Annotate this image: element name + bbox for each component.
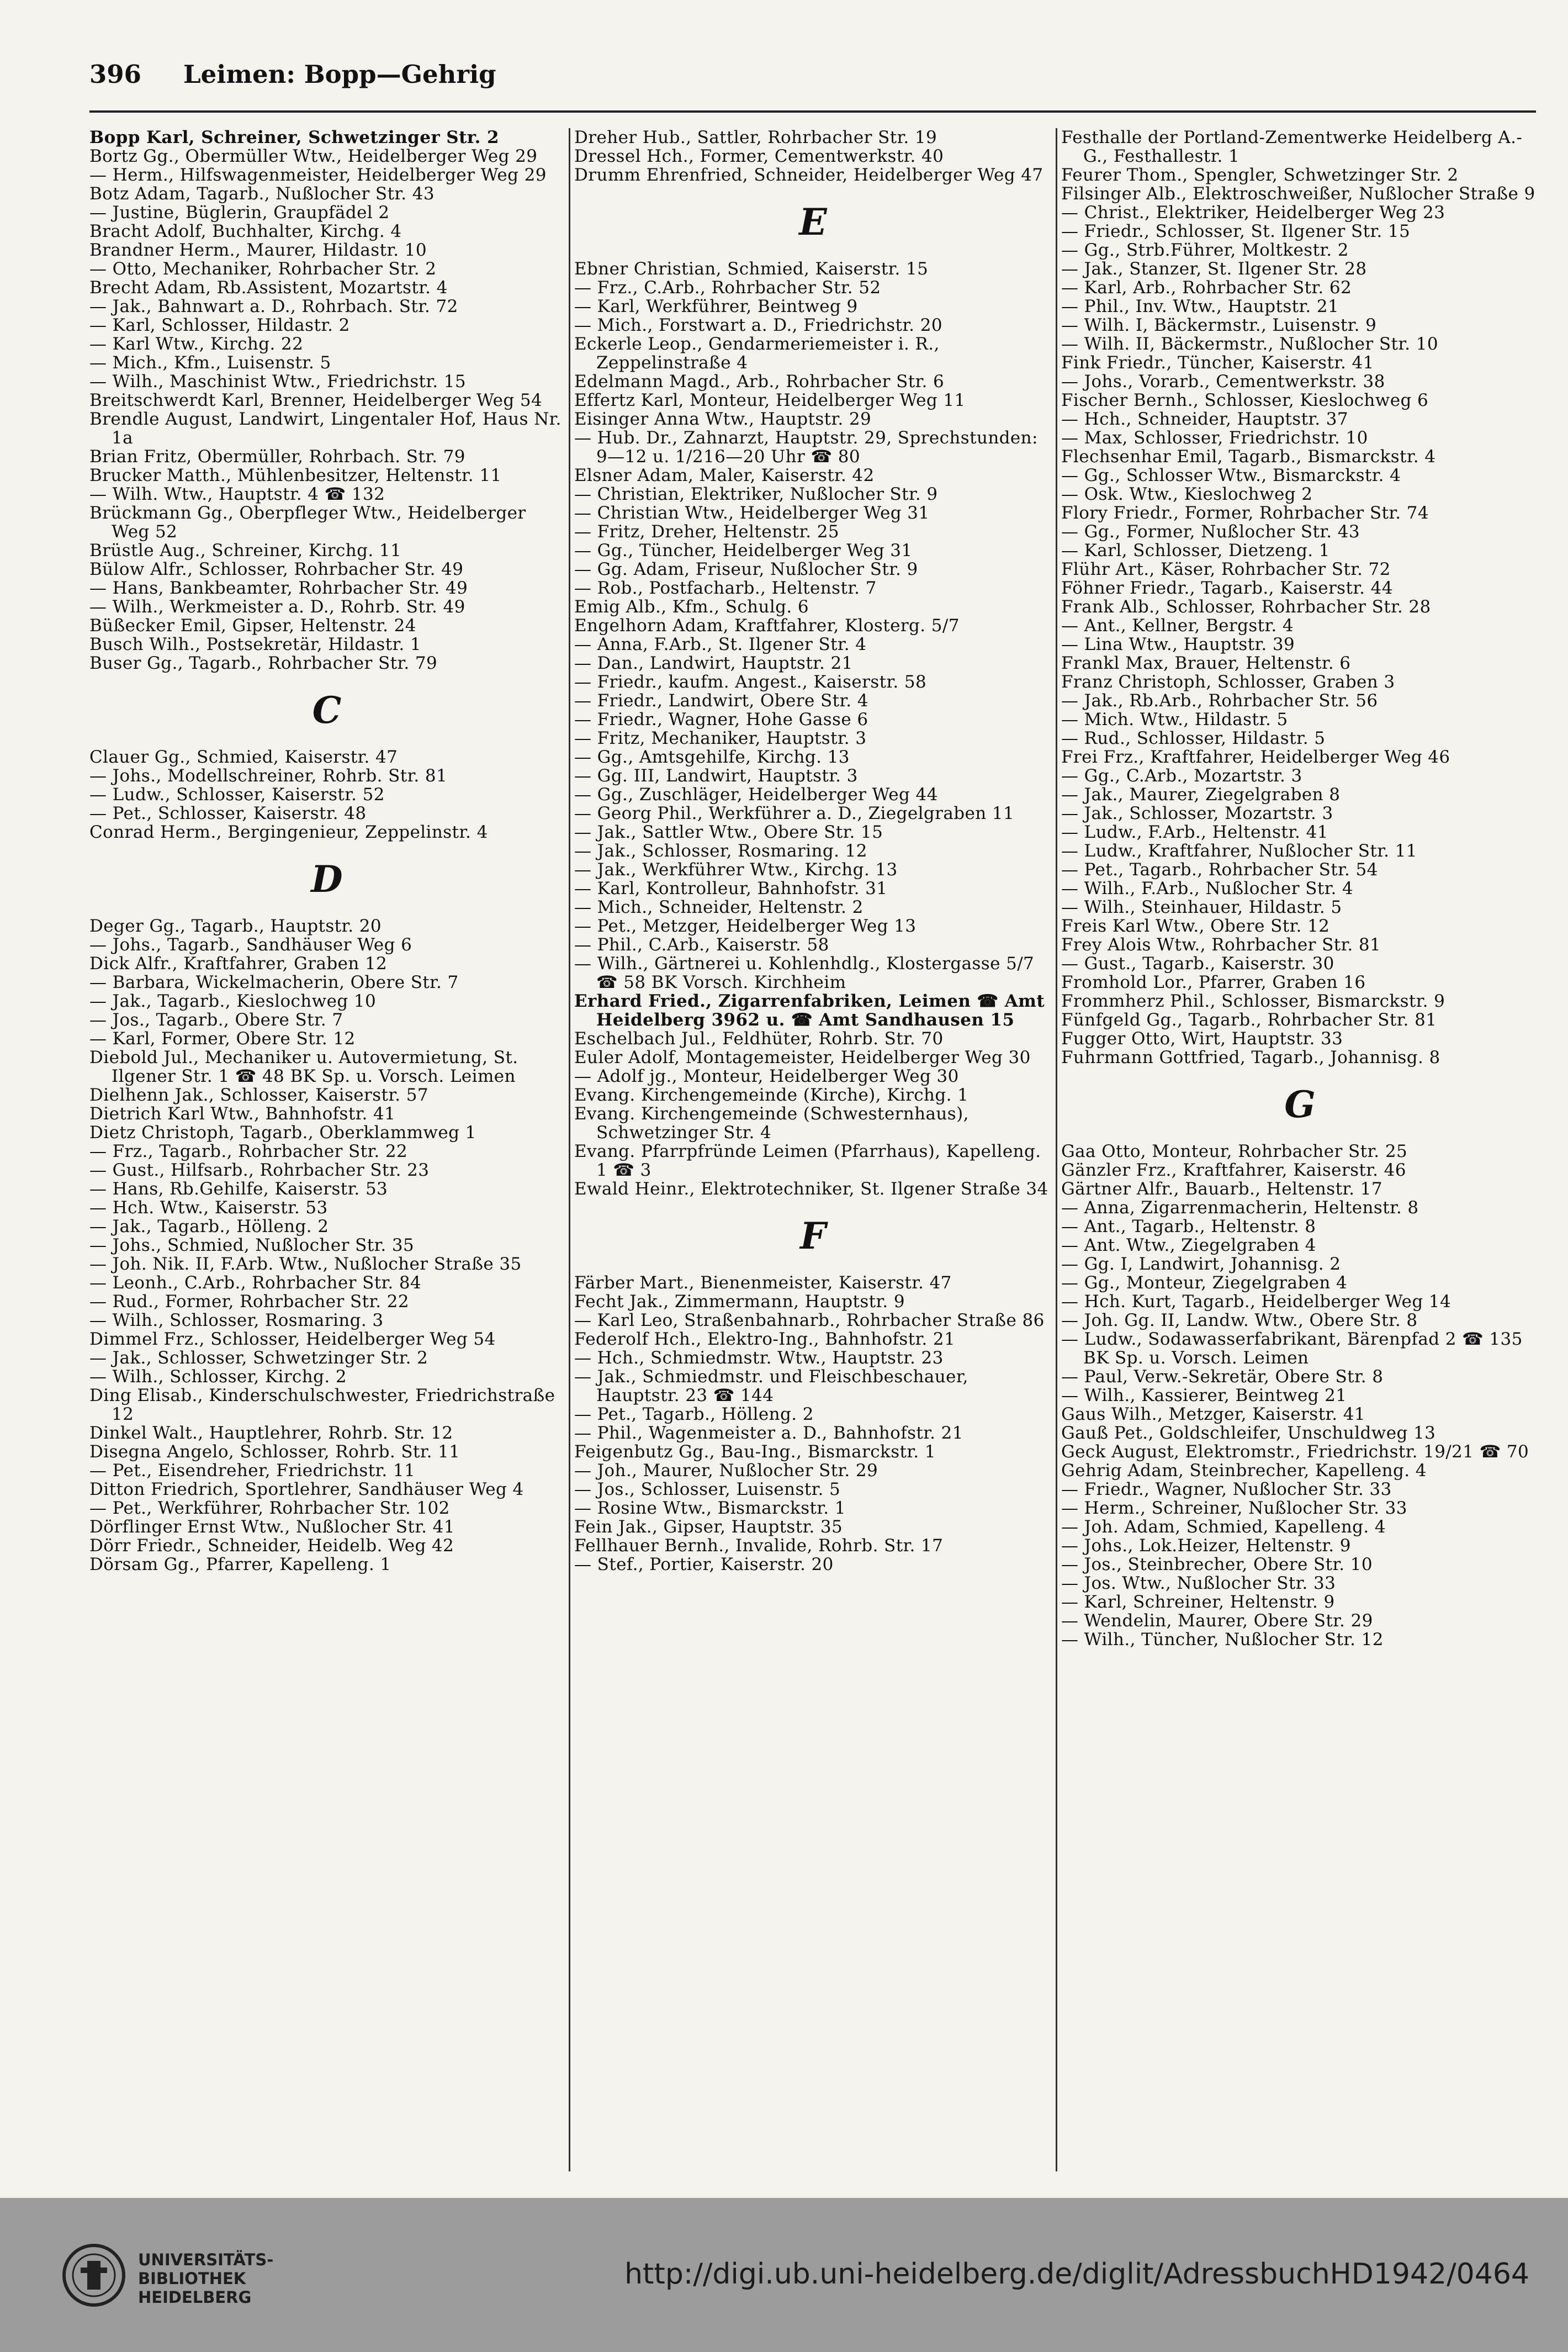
directory-entry: — Gust., Hilfsarb., Rohrbacher Str. 23 [89,1160,430,1180]
column-divider [1056,128,1057,2171]
directory-entry: — Pet., Werkführer, Rohrbacher Str. 102 [89,1498,450,1518]
directory-entry: Diebold Jul., Mechaniker u. Autovermietung, St. Ilgener Str. 1 ☎ 48 BK Sp. u. Vorsch. Leimen [89,1048,518,1086]
directory-entry: Fuhrmann Gottfried, Tagarb., Johannisg. 8 [1061,1048,1440,1067]
directory-entry: Fellhauer Bernh., Invalide, Rohrb. Str. 17 [574,1536,944,1556]
directory-entry: — Christian, Elektriker, Nußlocher Str. 9 [574,484,938,504]
running-title: Leimen: Bopp—Gehrig [183,60,496,89]
directory-entry: Brüstle Aug., Schreiner, Kirchg. 11 [89,541,402,561]
directory-entry: — Karl, Schreiner, Heltenstr. 9 [1061,1592,1335,1612]
directory-entry: — Gg. Adam, Friseur, Nußlocher Str. 9 [574,559,918,579]
directory-entry: Buser Gg., Tagarb., Rohrbacher Str. 79 [89,653,438,673]
directory-entry: Botz Adam, Tagarb., Nußlocher Str. 43 [89,184,435,204]
directory-entry: Ebner Christian, Schmied, Kaiserstr. 15 [574,259,929,279]
directory-entry: Flechsenhar Emil, Tagarb., Bismarckstr. 4 [1061,447,1436,467]
directory-entry: — Christian Wtw., Heidelberger Weg 31 [574,503,930,523]
directory-entry: — Lina Wtw., Hauptstr. 39 [1061,635,1295,654]
directory-entry: — Friedr., kaufm. Angest., Kaiserstr. 58 [574,672,927,692]
header-rule [89,110,1536,113]
directory-entry: Filsinger Alb., Elektroschweißer, Nußlocher Straße 9 [1061,184,1535,204]
directory-entry: — Mich., Schneider, Heltenstr. 2 [574,897,864,917]
directory-entry: — Ludw., Sodawasserfabrikant, Bärenpfad 2 ☎ 135 BK Sp. u. Vorsch. Leimen [1061,1329,1523,1368]
directory-entry: Dreher Hub., Sattler, Rohrbacher Str. 19 [574,128,937,147]
directory-entry: — Wilh., Gärtnerei u. Kohlenhdlg., Klostergasse 5/7 ☎ 58 BK Vorsch. Kirchheim [574,954,1035,992]
directory-entry: Gauß Pet., Goldschleifer, Unschuldweg 13 [1061,1423,1436,1443]
directory-entry: — Mich., Kfm., Luisenstr. 5 [89,353,331,373]
directory-entry: — Hub. Dr., Zahnarzt, Hauptstr. 29, Sprechstunden: 9—12 u. 1/216—20 Uhr ☎ 80 [574,428,1038,467]
directory-entry: — Jak., Maurer, Ziegelgraben 8 [1061,785,1341,805]
directory-entry: — Friedr., Schlosser, St. Ilgener Str. 15 [1061,221,1411,241]
directory-entry: Euler Adolf, Montagemeister, Heidelberger Weg 30 [574,1048,1031,1067]
directory-entry: Edelmann Magd., Arb., Rohrbacher Str. 6 [574,372,945,392]
directory-entry: Fink Friedr., Tüncher, Kaiserstr. 41 [1061,353,1374,373]
directory-entry: — Rud., Schlosser, Hildastr. 5 [1061,728,1326,748]
directory-entry: — Fritz, Mechaniker, Hauptstr. 3 [574,728,867,748]
directory-entry: — Hans, Bankbeamter, Rohrbacher Str. 49 [89,578,468,598]
directory-entry: Fischer Bernh., Schlosser, Kieslochweg 6 [1061,390,1429,410]
directory-entry: Gaus Wilh., Metzger, Kaiserstr. 41 [1061,1404,1365,1424]
directory-entry: — Anna, Zigarrenmacherin, Heltenstr. 8 [1061,1198,1419,1218]
directory-entry: — Friedr., Landwirt, Obere Str. 4 [574,691,868,711]
university-library-seal-icon [61,2242,127,2308]
directory-entry: — Jos., Steinbrecher, Obere Str. 10 [1061,1555,1373,1574]
section-letter: C [312,689,342,732]
library-footer [0,2198,1568,2352]
directory-column-3 [1061,128,1539,2171]
directory-entry: Erhard Fried., Zigarrenfabriken, Leimen ☎ Amt Heidelberg 3962 u. ☎ Amt Sandhausen 15 [574,991,1045,1030]
directory-entry: Gärtner Alfr., Bauarb., Heltenstr. 17 [1061,1179,1382,1199]
directory-entry: — Otto, Mechaniker, Rohrbacher Str. 2 [89,259,437,279]
directory-entry: Dielhenn Jak., Schlosser, Kaiserstr. 57 [89,1085,428,1105]
section-letter: D [311,858,343,901]
directory-entry: — Karl Wtw., Kirchg. 22 [89,334,304,354]
source-url[interactable]: http://digi.ub.uni-heidelberg.de/diglit/AdressbuchHD1942/0464 [624,2258,1529,2291]
directory-entry: — Karl, Werkführer, Beintweg 9 [574,297,858,316]
directory-entry: Franz Christoph, Schlosser, Graben 3 [1061,672,1395,692]
directory-entry: — Jos., Tagarb., Obere Str. 7 [89,1010,343,1030]
directory-entry: — Georg Phil., Werkführer a. D., Ziegelgraben 11 [574,804,1015,823]
directory-entry: — Wilh., Werkmeister a. D., Rohrb. Str. 49 [89,597,465,617]
directory-entry: — Ant., Tagarb., Heltenstr. 8 [1061,1217,1316,1236]
directory-entry: — Joh. Adam, Schmied, Kapelleng. 4 [1061,1517,1386,1537]
directory-entry: Disegna Angelo, Schlosser, Rohrb. Str. 11 [89,1442,460,1462]
directory-entry: — Jak., Bahnwart a. D., Rohrbach. Str. 72 [89,297,458,316]
directory-entry: — Pet., Tagarb., Rohrbacher Str. 54 [1061,860,1378,880]
directory-entry: — Anna, F.Arb., St. Ilgener Str. 4 [574,635,867,654]
directory-entry: — Gg., Former, Nußlocher Str. 43 [1061,522,1360,542]
directory-entry: — Jak., Rb.Arb., Rohrbacher Str. 56 [1061,691,1378,711]
directory-entry: — Gg. III, Landwirt, Hauptstr. 3 [574,766,858,786]
directory-entry: — Karl, Former, Obere Str. 12 [89,1029,356,1049]
directory-column-2 [574,128,1052,2171]
section-letter: F [800,1214,826,1257]
directory-entry: — Frz., Tagarb., Rohrbacher Str. 22 [89,1141,408,1161]
directory-entry: — Wilh., Schlosser, Kirchg. 2 [89,1367,347,1387]
directory-entry: — Wilh. Wtw., Hauptstr. 4 ☎ 132 [89,484,385,504]
directory-entry: Emig Alb., Kfm., Schulg. 6 [574,597,809,617]
directory-entry: — Jak., Schmiedmstr. und Fleischbeschauer, Hauptstr. 23 ☎ 144 [574,1367,968,1405]
directory-entry: Brendle August, Landwirt, Lingentaler Hof, Haus Nr. 1a [89,409,561,448]
directory-entry: — Rud., Former, Rohrbacher Str. 22 [89,1292,410,1312]
directory-entry: — Jak., Tagarb., Hölleng. 2 [89,1217,329,1236]
directory-entry: — Gg. I, Landwirt, Johannisg. 2 [1061,1254,1341,1274]
directory-entry: Eisinger Anna Wtw., Hauptstr. 29 [574,409,872,429]
directory-entry: — Gg., Tüncher, Heidelberger Weg 31 [574,541,913,561]
directory-entry: Freis Karl Wtw., Obere Str. 12 [1061,916,1330,936]
directory-entry: Frankl Max, Brauer, Heltenstr. 6 [1061,653,1351,673]
directory-entry: Dressel Hch., Former, Cementwerkstr. 40 [574,146,944,166]
directory-entry: Elsner Adam, Maler, Kaiserstr. 42 [574,466,875,485]
directory-entry: — Wilh., Kassierer, Beintweg 21 [1061,1386,1347,1405]
directory-entry: — Mich., Forstwart a. D., Friedrichstr. 20 [574,315,942,335]
library-name: UNIVERSITÄTS- BIBLIOTHEK HEIDELBERG [138,2250,274,2307]
directory-entry: — Jos., Schlosser, Luisenstr. 5 [574,1479,841,1499]
directory-column-1 [89,128,564,2171]
directory-entry: Brucker Matth., Mühlenbesitzer, Heltenstr. 11 [89,466,502,485]
directory-entry: Bortz Gg., Obermüller Wtw., Heidelberger Weg 29 [89,146,538,166]
column-divider [569,128,570,2171]
directory-entry: Fecht Jak., Zimmermann, Hauptstr. 9 [574,1292,905,1312]
directory-entry: — Joh., Maurer, Nußlocher Str. 29 [574,1461,878,1481]
directory-entry: Flühr Art., Käser, Rohrbacher Str. 72 [1061,559,1391,579]
directory-entry: Fein Jak., Gipser, Hauptstr. 35 [574,1517,843,1537]
directory-entry: — Dan., Landwirt, Hauptstr. 21 [574,653,853,673]
directory-entry: Fromhold Lor., Pfarrer, Graben 16 [1061,972,1366,992]
directory-entry: — Gg., Zuschläger, Heidelberger Weg 44 [574,785,938,805]
directory-entry: — Phil., C.Arb., Kaiserstr. 58 [574,935,829,955]
directory-entry: Dörsam Gg., Pfarrer, Kapelleng. 1 [89,1555,391,1574]
directory-entry: Bracht Adolf, Buchhalter, Kirchg. 4 [89,221,402,241]
directory-entry: Dinkel Walt., Hauptlehrer, Rohrb. Str. 12 [89,1423,453,1443]
directory-entry: — Herm., Hilfswagenmeister, Heidelberger Weg 29 [89,165,547,185]
directory-entry: Evang. Kirchengemeinde (Schwesternhaus), Schwetzinger Str. 4 [574,1104,969,1143]
directory-entry: Brandner Herm., Maurer, Hildastr. 10 [89,240,427,260]
directory-entry: Deger Gg., Tagarb., Hauptstr. 20 [89,916,382,936]
directory-entry: — Pet., Schlosser, Kaiserstr. 48 [89,804,367,823]
directory-entry: — Johs., Modellschreiner, Rohrb. Str. 81 [89,766,448,786]
directory-entry: — Jak., Tagarb., Kieslochweg 10 [89,991,377,1011]
directory-entry: Drumm Ehrenfried, Schneider, Heidelberger Weg 47 [574,165,1043,185]
directory-entry: — Wilh., F.Arb., Nußlocher Str. 4 [1061,879,1354,898]
directory-entry: — Herm., Schreiner, Nußlocher Str. 33 [1061,1498,1407,1518]
directory-entry: — Fritz, Dreher, Heltenstr. 25 [574,522,840,542]
directory-entry: — Phil., Inv. Wtw., Hauptstr. 21 [1061,297,1339,316]
directory-entry: — Wilh., Maschinist Wtw., Friedrichstr. 15 [89,372,466,392]
directory-entry: Eschelbach Jul., Feldhüter, Rohrb. Str. 70 [574,1029,944,1049]
directory-entry: Brian Fritz, Obermüller, Rohrbach. Str. 79 [89,447,465,467]
directory-entry: — Joh. Gg. II, Landw. Wtw., Obere Str. 8 [1061,1310,1418,1330]
directory-entry: Fugger Otto, Wirt, Hauptstr. 33 [1061,1029,1343,1049]
section-letter: G [1284,1083,1316,1126]
directory-entry: — Johs., Vorarb., Cementwerkstr. 38 [1061,372,1385,392]
directory-entry: Federolf Hch., Elektro-Ing., Bahnhofstr. 21 [574,1329,956,1349]
directory-entry: Evang. Kirchengemeinde (Kirche), Kirchg. 1 [574,1085,969,1105]
directory-entry: — Hch. Wtw., Kaiserstr. 53 [89,1198,328,1218]
directory-entry: — Gg., Amtsgehilfe, Kirchg. 13 [574,747,850,767]
directory-entry: Büßecker Emil, Gipser, Heltenstr. 24 [89,616,416,636]
directory-entry: — Wilh. II, Bäckermstr., Nußlocher Str. 10 [1061,334,1438,354]
directory-entry: — Jak., Schlosser, Schwetzinger Str. 2 [89,1348,428,1368]
directory-entry: — Wilh., Tüncher, Nußlocher Str. 12 [1061,1630,1384,1650]
directory-entry: — Paul, Verw.-Sekretär, Obere Str. 8 [1061,1367,1384,1387]
directory-entry: Frank Alb., Schlosser, Rohrbacher Str. 28 [1061,597,1431,617]
directory-entry: — Ludw., F.Arb., Heltenstr. 41 [1061,822,1328,842]
directory-entry: — Gust., Tagarb., Kaiserstr. 30 [1061,954,1334,974]
directory-entry: Brückmann Gg., Oberpfleger Wtw., Heidelberger Weg 52 [89,503,526,542]
directory-entry: Gänzler Frz., Kraftfahrer, Kaiserstr. 46 [1061,1160,1406,1180]
directory-entry: — Wilh., Schlosser, Rosmaring. 3 [89,1310,384,1330]
section-letter: E [799,200,827,244]
directory-entry: — Jak., Schlosser, Rosmaring. 12 [574,841,867,861]
directory-entry: Feigenbutz Gg., Bau-Ing., Bismarckstr. 1 [574,1442,936,1462]
directory-entry: — Max, Schlosser, Friedrichstr. 10 [1061,428,1368,448]
directory-entry: — Hch., Schmiedmstr. Wtw., Hauptstr. 23 [574,1348,944,1368]
directory-entry: Frommherz Phil., Schlosser, Bismarckstr. 9 [1061,991,1445,1011]
directory-entry: Föhner Friedr., Tagarb., Kaiserstr. 44 [1061,578,1393,598]
directory-entry: — Karl, Schlosser, Hildastr. 2 [89,315,350,335]
directory-entry: Dietz Christoph, Tagarb., Oberklammweg 1 [89,1123,476,1143]
directory-entry: Färber Mart., Bienenmeister, Kaiserstr. 47 [574,1273,952,1293]
directory-entry: — Wendelin, Maurer, Obere Str. 29 [1061,1611,1373,1631]
directory-entry: — Christ., Elektriker, Heidelberger Weg 23 [1061,203,1445,223]
directory-entry: — Jos. Wtw., Nußlocher Str. 33 [1061,1573,1336,1593]
directory-entry: — Joh. Nik. II, F.Arb. Wtw., Nußlocher Straße 35 [89,1254,522,1274]
directory-entry: Gehrig Adam, Steinbrecher, Kapelleng. 4 [1061,1461,1427,1481]
directory-entry: — Ludw., Schlosser, Kaiserstr. 52 [89,785,385,805]
directory-entry: Frei Frz., Kraftfahrer, Heidelberger Weg 46 [1061,747,1450,767]
directory-entry: Ding Elisab., Kinderschulschwester, Friedrichstraße 12 [89,1386,555,1424]
directory-entry: — Rob., Postfacharb., Heltenstr. 7 [574,578,877,598]
directory-entry: Fünfgeld Gg., Tagarb., Rohrbacher Str. 81 [1061,1010,1437,1030]
page-header [89,55,1536,94]
directory-entry: Dick Alfr., Kraftfahrer, Graben 12 [89,954,388,974]
directory-entry: — Friedr., Wagner, Nußlocher Str. 33 [1061,1479,1392,1499]
directory-entry: — Karl, Schlosser, Dietzeng. 1 [1061,541,1330,561]
directory-entry: Brecht Adam, Rb.Assistent, Mozartstr. 4 [89,278,448,298]
directory-entry: Eckerle Leop., Gendarmeriemeister i. R., Zeppelinstraße 4 [574,334,940,373]
directory-entry: — Johs., Schmied, Nußlocher Str. 35 [89,1235,415,1255]
directory-entry: — Pet., Tagarb., Hölleng. 2 [574,1404,814,1424]
directory-entry: — Hch. Kurt, Tagarb., Heidelberger Weg 14 [1061,1292,1452,1312]
directory-entry: — Hans, Rb.Gehilfe, Kaiserstr. 53 [89,1179,388,1199]
directory-entry: — Jak., Schlosser, Mozartstr. 3 [1061,804,1333,823]
directory-entry: — Adolf jg., Monteur, Heidelberger Weg 30 [574,1066,959,1086]
directory-entry: Dimmel Frz., Schlosser, Heidelberger Weg 54 [89,1329,496,1349]
directory-entry: Geck August, Elektromstr., Friedrichstr. 19/21 ☎ 70 [1061,1442,1529,1462]
directory-entry: Conrad Herm., Bergingenieur, Zeppelinstr. 4 [89,822,488,842]
directory-entry: Dörr Friedr., Schneider, Heidelb. Weg 42 [89,1536,454,1556]
directory-entry: Ditton Friedrich, Sportlehrer, Sandhäuser Weg 4 [89,1479,524,1499]
directory-entry: — Gg., C.Arb., Mozartstr. 3 [1061,766,1302,786]
directory-entry: Busch Wilh., Postsekretär, Hildastr. 1 [89,635,422,654]
directory-entry: — Ludw., Kraftfahrer, Nußlocher Str. 11 [1061,841,1417,861]
directory-entry: — Jak., Sattler Wtw., Obere Str. 15 [574,822,883,842]
page-number: 396 [89,60,141,89]
directory-entry: — Rosine Wtw., Bismarckstr. 1 [574,1498,846,1518]
directory-entry: — Gg., Monteur, Ziegelgraben 4 [1061,1273,1348,1293]
directory-entry: — Mich. Wtw., Hildastr. 5 [1061,710,1288,730]
directory-entry: — Johs., Tagarb., Sandhäuser Weg 6 [89,935,412,955]
directory-entry: — Karl, Arb., Rohrbacher Str. 62 [1061,278,1352,298]
directory-entry: Clauer Gg., Schmied, Kaiserstr. 47 [89,747,398,767]
directory-entry: Breitschwerdt Karl, Brenner, Heidelberger Weg 54 [89,390,543,410]
directory-entry: Festhalle der Portland-Zementwerke Heidelberg A.-G., Festhallestr. 1 [1061,128,1523,166]
directory-entry: Dörflinger Ernst Wtw., Nußlocher Str. 41 [89,1517,455,1537]
directory-entry: Evang. Pfarrpfründe Leimen (Pfarrhaus), Kapelleng. 1 ☎ 3 [574,1141,1041,1180]
directory-entry: Effertz Karl, Monteur, Heidelberger Weg 11 [574,390,966,410]
directory-entry: — Pet., Eisendreher, Friedrichstr. 11 [89,1461,416,1481]
directory-entry: Bopp Karl, Schreiner, Schwetzinger Str. 2 [89,128,500,147]
directory-entry: Dietrich Karl Wtw., Bahnhofstr. 41 [89,1104,396,1124]
directory-entry: — Gg., Strb.Führer, Moltkestr. 2 [1061,240,1349,260]
directory-entry: Ewald Heinr., Elektrotechniker, St. Ilgener Straße 34 [574,1179,1048,1199]
directory-entry: — Stef., Portier, Kaiserstr. 20 [574,1555,834,1574]
directory-entry: Frey Alois Wtw., Rohrbacher Str. 81 [1061,935,1381,955]
directory-entry: — Wilh., Steinhauer, Hildastr. 5 [1061,897,1342,917]
directory-entry: — Karl Leo, Straßenbahnarb., Rohrbacher Straße 86 [574,1310,1045,1330]
directory-entry: — Johs., Lok.Heizer, Heltenstr. 9 [1061,1536,1351,1556]
directory-entry: Engelhorn Adam, Kraftfahrer, Klosterg. 5/7 [574,616,960,636]
directory-entry: — Gg., Schlosser Wtw., Bismarckstr. 4 [1061,466,1401,485]
directory-entry: — Karl, Kontrolleur, Bahnhofstr. 31 [574,879,888,898]
directory-entry: — Phil., Wagenmeister a. D., Bahnhofstr. 21 [574,1423,963,1443]
directory-entry: — Ant. Wtw., Ziegelgraben 4 [1061,1235,1316,1255]
directory-entry: — Hch., Schneider, Hauptstr. 37 [1061,409,1348,429]
directory-entry: Gaa Otto, Monteur, Rohrbacher Str. 25 [1061,1141,1408,1161]
directory-entry: — Friedr., Wagner, Hohe Gasse 6 [574,710,868,730]
directory-entry: Flory Friedr., Former, Rohrbacher Str. 74 [1061,503,1429,523]
directory-entry: — Frz., C.Arb., Rohrbacher Str. 52 [574,278,881,298]
directory-entry: — Justine, Büglerin, Graupfädel 2 [89,203,390,223]
directory-entry: Feurer Thom., Spengler, Schwetzinger Str. 2 [1061,165,1459,185]
directory-entry: Bülow Alfr., Schlosser, Rohrbacher Str. 49 [89,559,464,579]
directory-entry: — Pet., Metzger, Heidelberger Weg 13 [574,916,917,936]
directory-entry: — Jak., Werkführer Wtw., Kirchg. 13 [574,860,898,880]
directory-entry: — Leonh., C.Arb., Rohrbacher Str. 84 [89,1273,422,1293]
directory-entry: — Osk. Wtw., Kieslochweg 2 [1061,484,1313,504]
directory-entry: — Wilh. I, Bäckermstr., Luisenstr. 9 [1061,315,1377,335]
directory-entry: — Jak., Stanzer, St. Ilgener Str. 28 [1061,259,1367,279]
directory-entry: — Barbara, Wickelmacherin, Obere Str. 7 [89,972,459,992]
directory-entry: — Ant., Kellner, Bergstr. 4 [1061,616,1294,636]
